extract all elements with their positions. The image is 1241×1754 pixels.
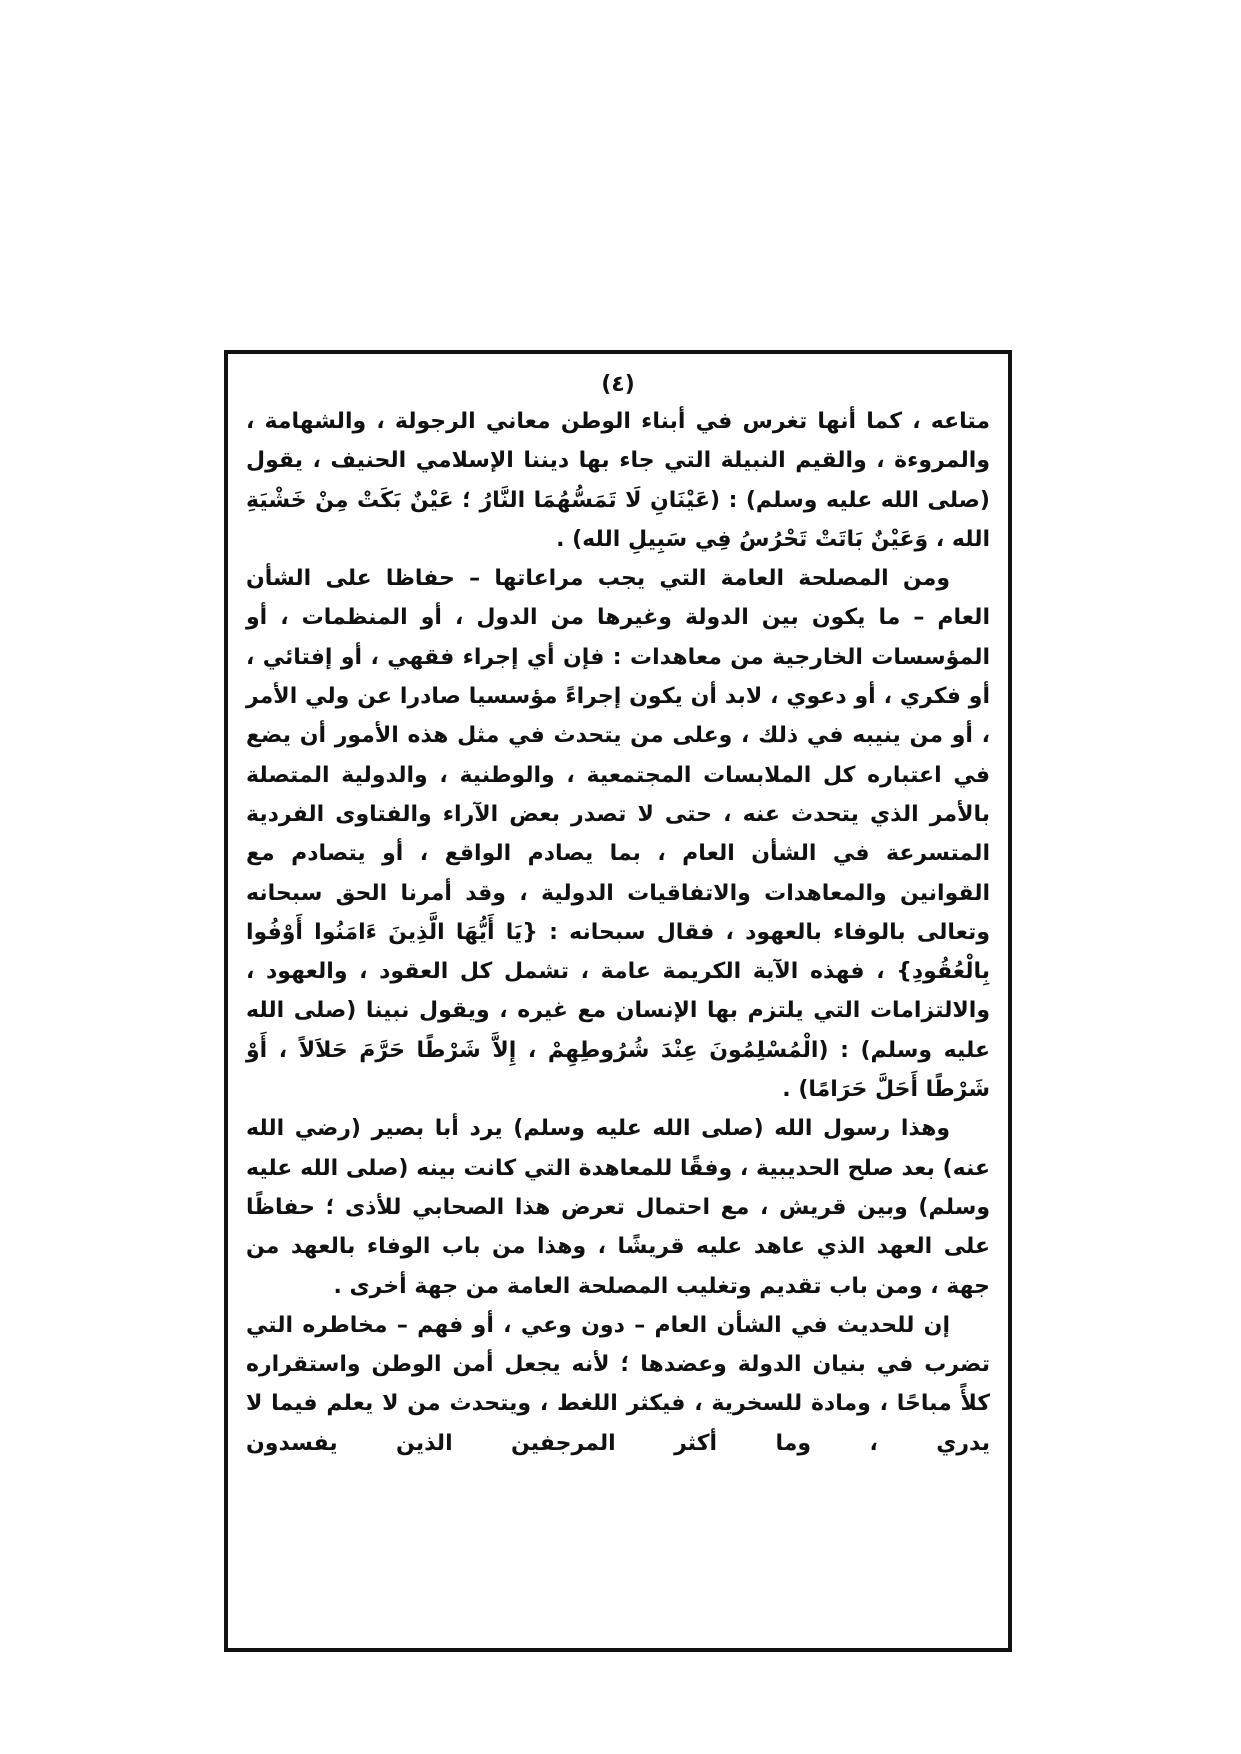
page-frame bbox=[224, 350, 1012, 1652]
paragraph-2-intro: ومن المصلحة العامة التي يجب مراعاتها – حفاظا على الشأن العام – bbox=[246, 566, 990, 631]
paragraph-4: إن للحديث في الشأن العام – دون وعي ، أو فهم – مخاطره التي تضرب في بنيان الدولة وعضدها ؛ لأنه يجعل أمن الوطن واستقراره كلأً مباحًا ، ومادة للسخرية ، فيكثر اللغط ، ويتحدث من لا يعلم فيما لا يدري ، وما أكثر المرجفين الذين يفسدون bbox=[246, 1312, 990, 1456]
paragraph-2 bbox=[246, 559, 990, 1109]
paragraph-1: متاعه ، كما أنها تغرس في أبناء الوطن معاني الرجولة ، والشهامة ، والمروءة ، والقيم النبيلة التي جاء بها ديننا الإسلامي الحنيف ، يقول (صلى الله عليه وسلم) : (عَيْنَانِ لَا تَمَسُّهُمَا النَّارُ ؛ عَيْنٌ بَكَتْ مِنْ خَشْيَةِ الله ، وَعَيْنٌ بَاتَتْ تَحْرُسُ فِي سَبِيلِ الله) . bbox=[246, 409, 990, 552]
paragraph-3: وهذا رسول الله (صلى الله عليه وسلم) يرد أبا بصير (رضي الله عنه) بعد صلح الحديبية ، وفقًا للمعاهدة التي كانت بينه (صلى الله عليه وسلم) وبين قريش ، مع احتمال تعرض هذا الصحابي للأذى ؛ حفاظًا على العهد الذي عاهد عليه قريشًا ، وهذا من باب الوفاء بالعهد من جهة ، ومن باب تقديم وتغليب المصلحة العامة من جهة أخرى . bbox=[246, 1116, 990, 1299]
paragraph-2-emphasis: ما يكون بين الدولة وغيرها من الدول ، أو المنظمات ، أو المؤسسات الخارجية من معاهدات bbox=[246, 605, 990, 670]
page-number: (٤) bbox=[601, 372, 635, 397]
paragraph-2-body: : فإن أي إجراء فقهي ، أو إفتائي ، أو فكري ، أو دعوي ، لابد أن يكون إجراءً مؤسسيا صادرا عن ولي الأمر ، أو من ينيبه في ذلك ، وعلى من يتحدث في مثل هذه الأمور أن يضع في اعتباره كل الملابسات المجتمعية ، والوطنية ، والدولية المتصلة بالأمر الذي يتحدث عنه ، حتى لا تصدر بعض الآراء والفتاوى الفردية المتسرعة في الشأن العام ، بما يصادم الواقع ، أو يتصادم مع القوانين والمعاهدات والاتفاقيات الدولية ، وقد أمرنا الحق سبحانه وتعالى بالوفاء بالعهود ، فقال سبحانه : {يَا أَيُّهَا الَّذِينَ ءَامَنُوا أَوْفُوا بِالْعُقُودِ} ، فهذه الآية الكريمة عامة ، تشمل كل العقود ، والعهود ، والالتزامات التي يلتزم بها الإنسان مع غيره ، ويقول نبينا (صلى الله عليه وسلم) : (الْمُسْلِمُونَ عِنْدَ شُرُوطِهِمْ ، إِلاَّ شَرْطًا حَرَّمَ حَلاَلاً ، أَوْ شَرْطًا أَحَلَّ حَرَامًا) . bbox=[246, 644, 990, 1103]
